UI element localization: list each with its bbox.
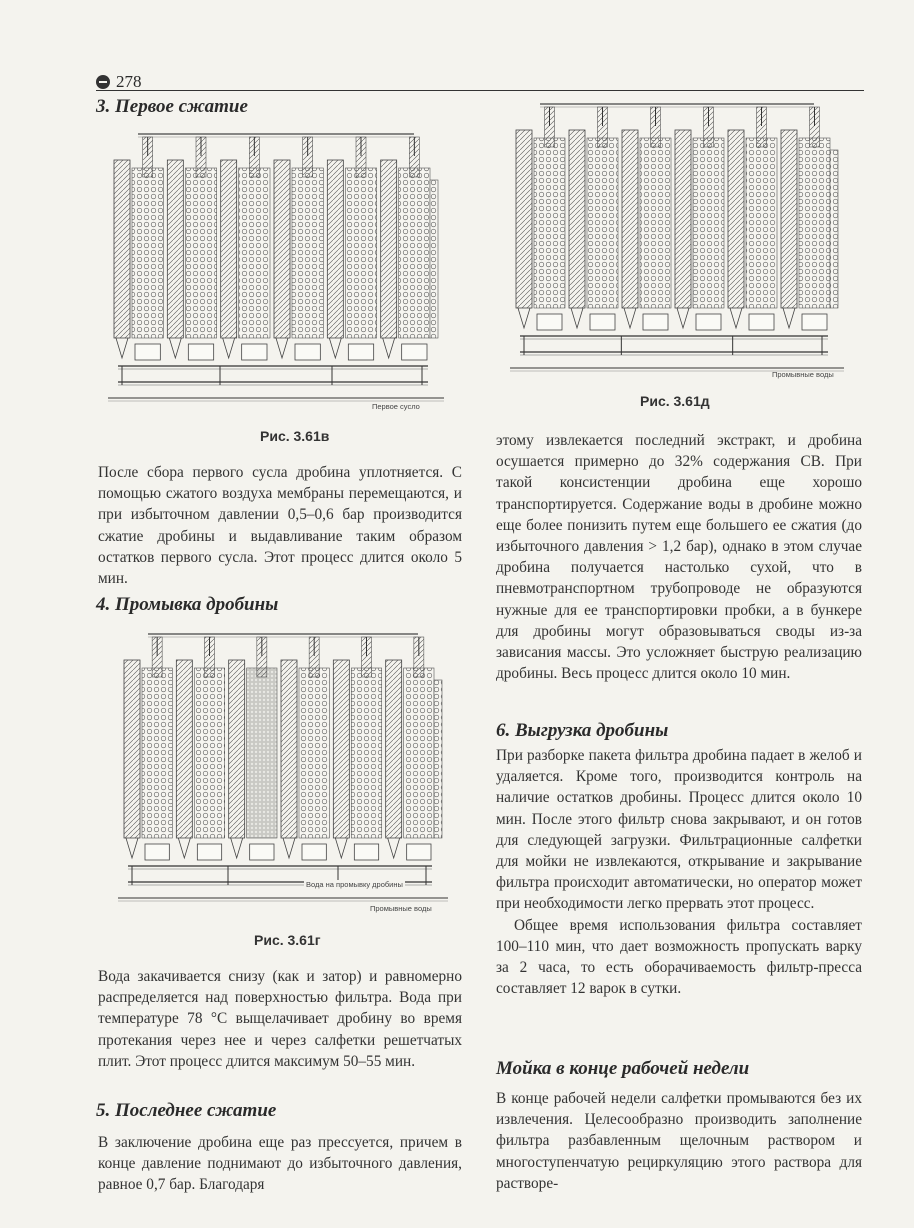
figure-3-61g xyxy=(118,630,448,918)
paragraph-unloading: При разборке пакета фильтра дробина падает в желоб и удаляется. Кроме того, производится контроль на наличие остатков дробины. Процесс длится около 10 мин. После этого фильтр снова закрывают, и он готов для следующей загрузки. Фильтрационные салфетки для мойки не извлекаются, открывание и закрывание фильтра происходит автоматически, но оператор может при необходимости легко прервать этот процесс. Общее время использования фильтра составляет 100–110 мин, что дает возможность пропускать варку за 2 часа, то есть оборачиваемость фильтр-пресса составляет 12 варок в сутки. xyxy=(496,747,862,998)
paragraph-last-compression-cont: этому извлекается последний экстракт, и дробина осушается примерно до 32% содержания СВ. При такой консистенции дробина еще хорошо транспортируется. Содержание воды в дробине можно еще более понизить путем еще большего ее сжатия (до избыточного давления > 1,2 бар), однако в этом случае дробина получается настолько сухой, что в пневмотранспортном трубопроводе не образуются нужные для ее транспортировки пробки, а в бункере для дробины могут образовываться своды из-за зависания массы. Это усложняет быструю реализацию дробины. Весь процесс длится около 10 мин. xyxy=(496,432,862,683)
figure-label-wash-water-out: Промывные воды xyxy=(370,904,432,913)
filter-press-diagram-v xyxy=(108,130,444,410)
heading-grain-unloading: 6. Выгрузка дробины xyxy=(496,720,669,741)
filter-press-diagram-g xyxy=(118,630,448,918)
header-rule xyxy=(96,90,864,91)
paragraph-first-compression: После сбора первого сусла дробина уплотняется. С помощью сжатого воздуха мембраны перемещаются, и при избыточном давлении 0,5–0,6 бар производится сжатие дробины и выдавливание таким образом остатков первого сусла. Этот процесс длится около 5 мин. xyxy=(98,464,462,588)
caption-fig-3-61g: Рис. 3.61г xyxy=(254,932,321,948)
paragraph-weekend-cleaning: В конце рабочей недели салфетки промываются без их извлечения. Целесообразно производить заполнение фильтра разбавленным щелочным раствором и многоступенчатую рециркуляцию этого раствора для растворе- xyxy=(496,1090,862,1192)
heading-spent-grain-washing: 4. Промывка дробины xyxy=(96,594,279,615)
figure-label-wash-water-in: Вода на промывку дробины xyxy=(306,880,403,889)
page-marker-icon xyxy=(96,75,110,89)
figure-3-61v xyxy=(108,130,444,410)
paragraph-washing: Вода закачивается снизу (как и затор) и равномерно распределяется над поверхностью фильтра. Вода при температуре 78 °C выщелачивает дробину во время протекания через нее и через салфетки решетчатых плит. Этот процесс длится максимум 50–55 мин. xyxy=(98,968,462,1070)
figure-3-61d xyxy=(510,100,844,380)
page-number xyxy=(96,72,142,92)
heading-first-compression: 3. Первое сжатие xyxy=(96,96,248,117)
paragraph-last-compression: В заключение дробина еще раз прессуется, причем в конце давление поднимают до избыточного давления, равное 0,7 бар. Благодаря xyxy=(98,1134,462,1194)
caption-fig-3-61d: Рис. 3.61д xyxy=(640,393,710,409)
caption-fig-3-61v: Рис. 3.61в xyxy=(260,428,330,444)
heading-weekend-cleaning: Мойка в конце рабочей недели xyxy=(496,1058,750,1079)
figure-label-first-wort: Первое сусло xyxy=(372,402,420,411)
filter-press-diagram-d xyxy=(510,100,844,380)
page-number-text: 278 xyxy=(116,72,142,91)
heading-last-compression: 5. Последнее сжатие xyxy=(96,1100,277,1121)
figure-label-wash-water-d: Промывные воды xyxy=(772,370,834,379)
